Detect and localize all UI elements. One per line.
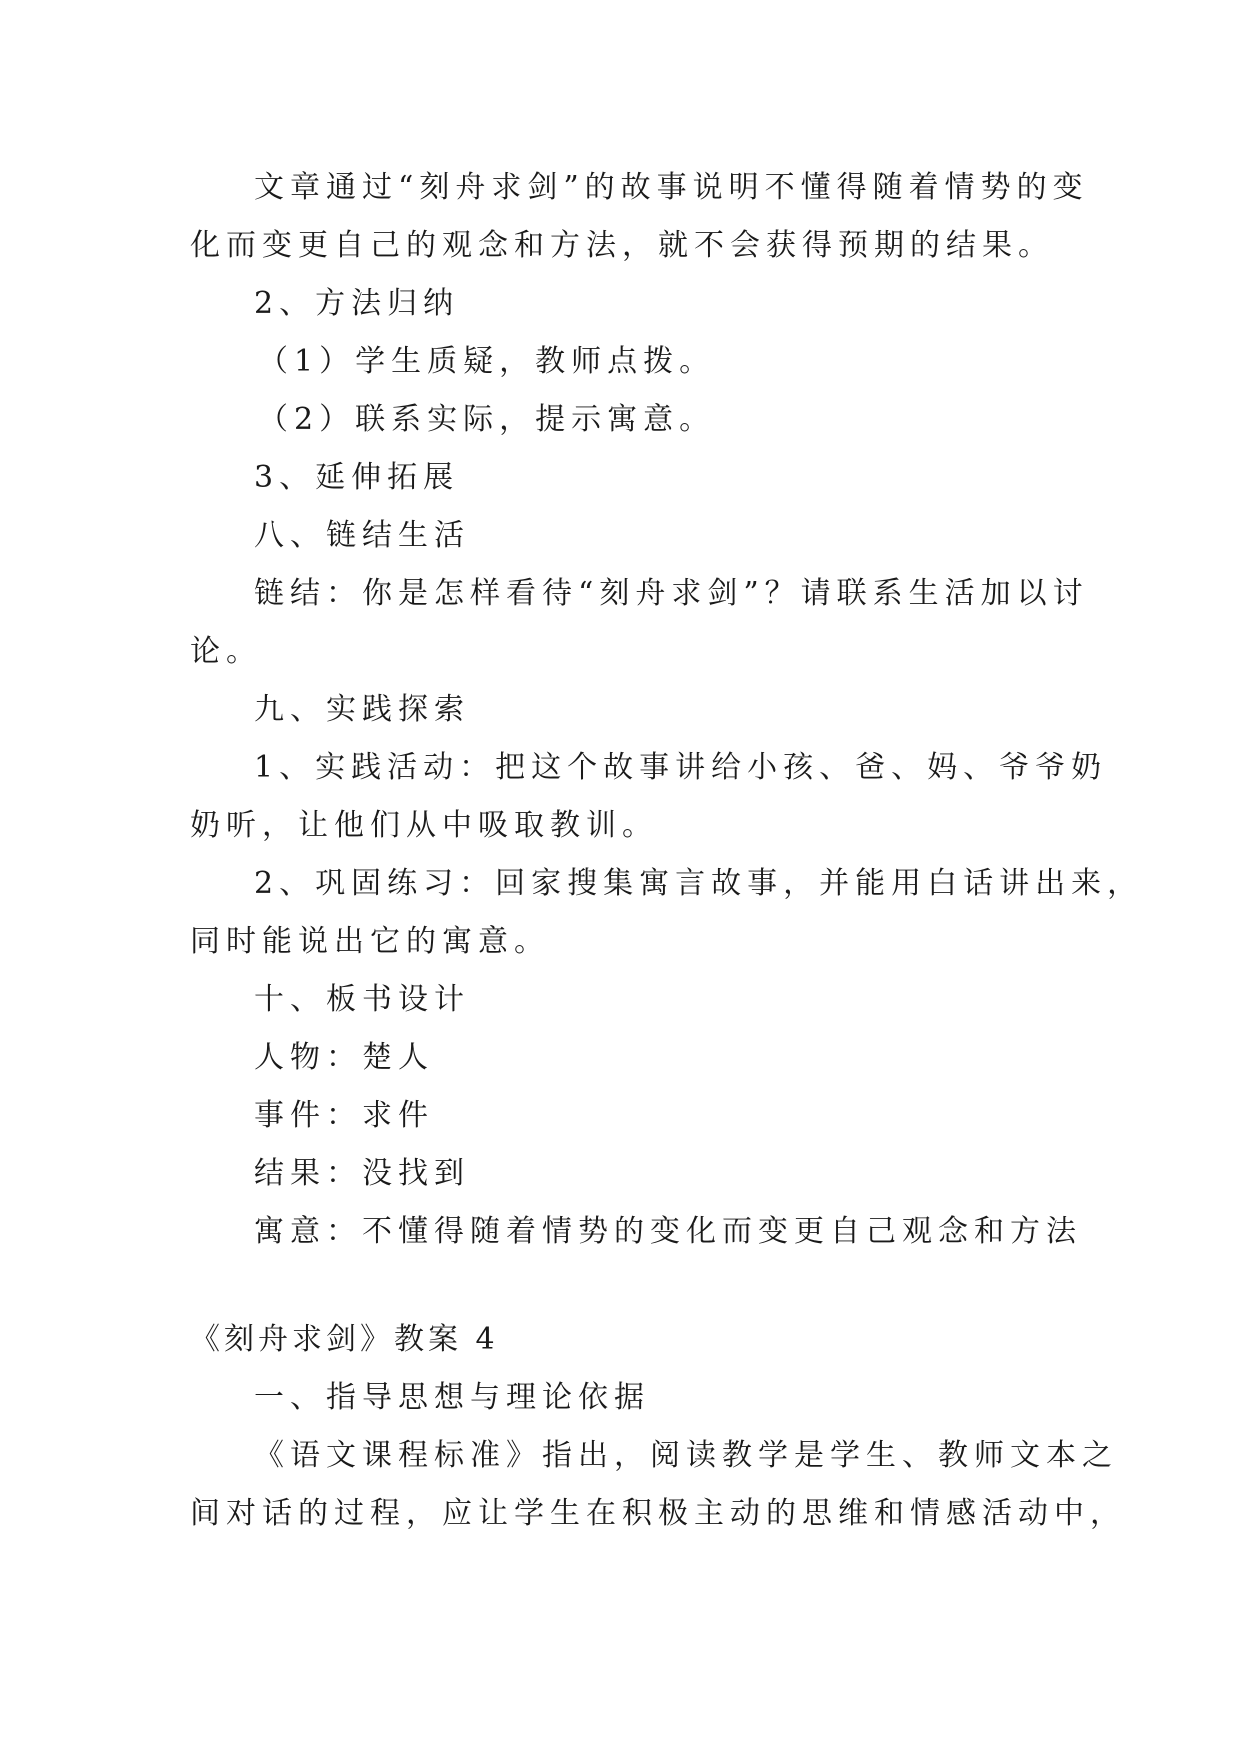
board-item: 人物：楚人 xyxy=(254,1040,434,1075)
board-item: 结果：没找到 xyxy=(254,1156,470,1191)
section-heading: 九、实践探索 xyxy=(254,692,470,727)
section-heading: 十、板书设计 xyxy=(254,982,470,1017)
paragraph-line: 间对话的过程，应让学生在积极主动的思维和情感活动中， xyxy=(190,1496,1126,1531)
list-item: （2）联系实际，提示寓意。 xyxy=(258,402,716,437)
list-item: （1）学生质疑，教师点拨。 xyxy=(258,344,716,379)
paragraph-line: 论。 xyxy=(190,634,262,669)
paragraph-line: 链结：你是怎样看待“刻舟求剑”？请联系生活加以讨 xyxy=(254,576,1089,611)
paragraph-line: 2、巩固练习：回家搜集寓言故事，并能用白话讲出来， xyxy=(254,866,1144,901)
section-heading: 八、链结生活 xyxy=(254,518,470,553)
paragraph-line: 化而变更自己的观念和方法，就不会获得预期的结果。 xyxy=(190,228,1054,263)
board-item: 寓意：不懂得随着情势的变化而变更自己观念和方法 xyxy=(254,1214,1082,1249)
section-heading: 一、指导思想与理论依据 xyxy=(254,1380,650,1415)
section-heading: 3、延伸拓展 xyxy=(254,460,460,495)
section-heading: 2、方法归纳 xyxy=(254,286,460,321)
paragraph-line: 《语文课程标准》指出，阅读教学是学生、教师文本之 xyxy=(254,1438,1118,1473)
paragraph-line: 奶听，让他们从中吸取教训。 xyxy=(190,808,658,843)
paragraph-line: 1、实践活动：把这个故事讲给小孩、爸、妈、爷爷奶 xyxy=(254,750,1108,785)
board-item: 事件：求件 xyxy=(254,1098,434,1133)
paragraph-line: 文章通过“刻舟求剑”的故事说明不懂得随着情势的变 xyxy=(254,170,1089,205)
paragraph-line: 同时能说出它的寓意。 xyxy=(190,924,550,959)
lesson-plan-title: 《刻舟求剑》教案 4 xyxy=(190,1322,499,1357)
